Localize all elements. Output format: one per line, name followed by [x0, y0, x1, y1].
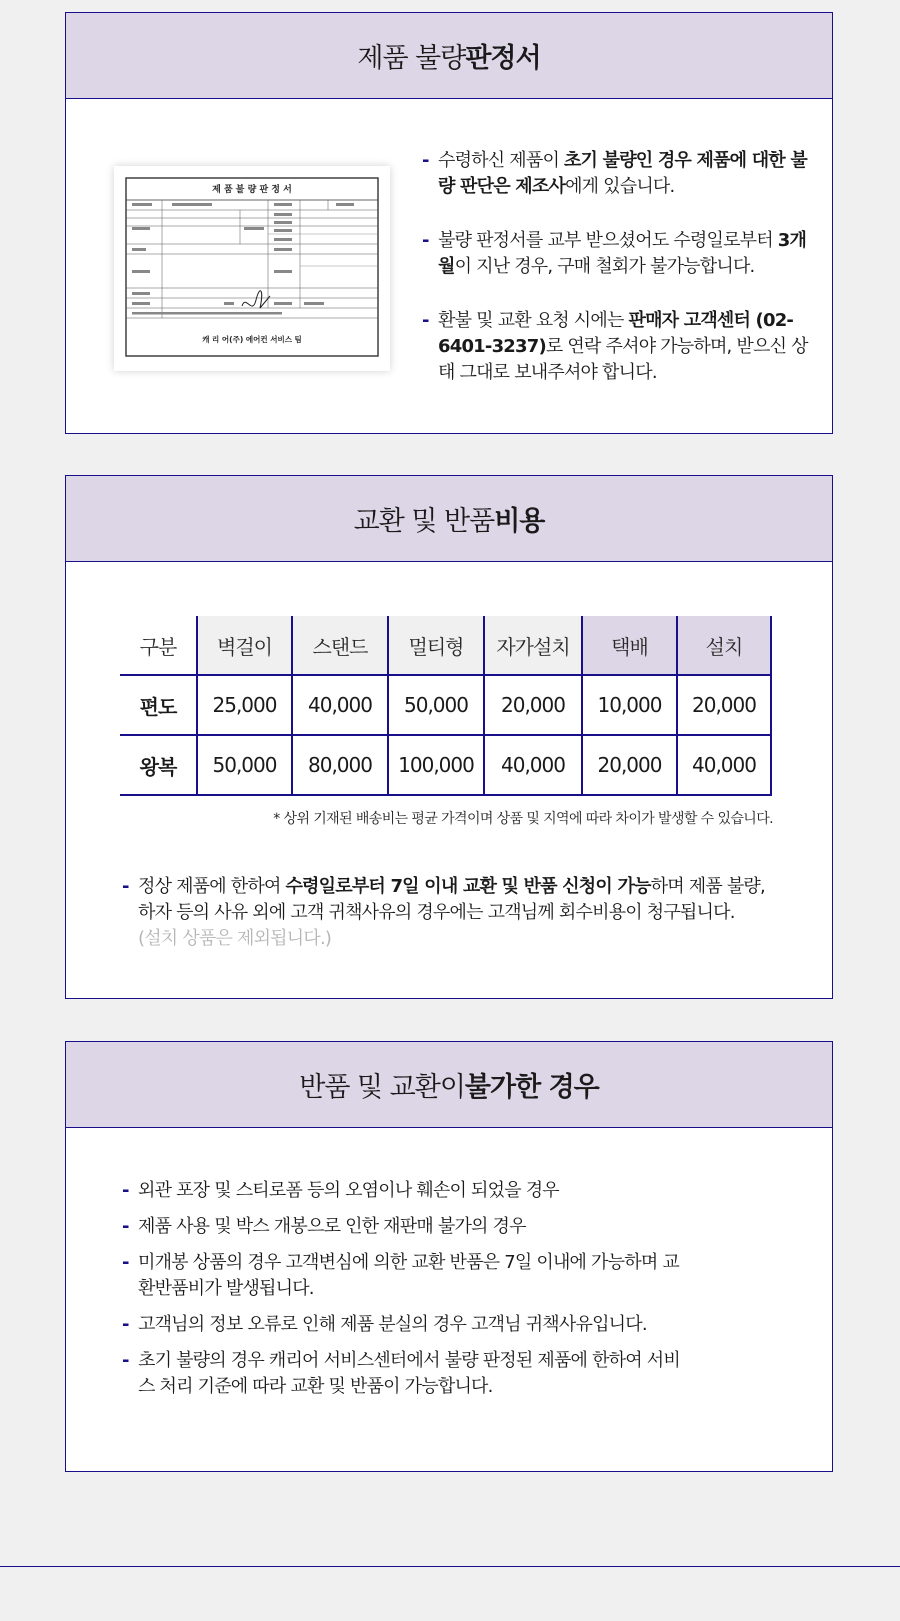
- title-bold: 불가한 경우: [464, 1072, 599, 1103]
- bullet-text: 정상 제품에 한하여: [138, 876, 286, 897]
- list-item: - 고객님의 정보 오류로 인해 제품 분실의 경우 고객님 귀책사유입니다.: [122, 1312, 682, 1338]
- table-cell: 50,000: [197, 735, 292, 795]
- panel-title: [66, 1042, 832, 1128]
- header-cell: 멀티형: [388, 616, 484, 675]
- title-bold: 비용: [494, 506, 545, 537]
- bullet-text: 환불 및 교환 요청 시에는: [438, 310, 629, 331]
- table-header-row: [120, 616, 771, 675]
- list-item: [122, 874, 782, 952]
- panel-title: [66, 13, 832, 99]
- title-bold: 판정서: [465, 43, 541, 74]
- list-item: [422, 228, 822, 280]
- exchange-return-cost-panel: [65, 475, 833, 999]
- table-cell: 40,000: [677, 735, 771, 795]
- bullet-text: 이 지난 경우, 구매 철회가 불가능합니다.: [454, 256, 755, 277]
- defect-judgment-panel: [65, 12, 833, 434]
- footer-divider: [0, 1566, 900, 1567]
- title-plain: 제품 불량: [357, 43, 466, 74]
- list-item: [422, 148, 822, 200]
- table-cell: 40,000: [292, 675, 388, 735]
- bullet-emphasis: 3개월: [438, 230, 807, 277]
- defect-judgment-document-image: [114, 166, 390, 371]
- header-cell: 택배: [582, 616, 677, 675]
- table-cell: 20,000: [484, 675, 582, 735]
- bullet-text: 불량 판정서를 교부 받으셨어도 수령일로부터: [438, 230, 778, 251]
- table-cell: 10,000: [582, 675, 677, 735]
- list-item: - 외관 포장 및 스티로폼 등의 오염이나 훼손이 되었을 경우: [122, 1178, 682, 1204]
- table-cell: 100,000: [388, 735, 484, 795]
- row-label: 편도: [120, 675, 197, 735]
- header-cell: 자가설치: [484, 616, 582, 675]
- cost-bullet-list: [122, 874, 782, 952]
- list-item: - 초기 불량의 경우 캐리어 서비스센터에서 불량 판정된 제품에 한하여 서비스 처리 기준에 따라 교환 및 반품이 가능합니다.: [122, 1348, 682, 1400]
- list-item: - 미개봉 상품의 경우 고객변심에 의한 교환 반품은 7일 이내에 가능하며 교환반품비가 발생됩니다.: [122, 1250, 682, 1302]
- list-item: [422, 308, 822, 386]
- cost-table: [120, 616, 772, 796]
- no-return-cases-panel: [65, 1041, 833, 1472]
- header-cell: 스탠드: [292, 616, 388, 675]
- header-cell: 구분: [120, 616, 197, 675]
- panel-title: [66, 476, 832, 562]
- table-cell: 50,000: [388, 675, 484, 735]
- bullet-emphasis: 수령일로부터 7일 이내 교환 및 반품 신청이 가능: [285, 876, 651, 897]
- bullet-emphasis: 판매자 고객센터 (02-6401-3237): [438, 310, 794, 357]
- header-cell: 벽걸이: [197, 616, 292, 675]
- list-item: - 제품 사용 및 박스 개봉으로 인한 재판매 불가의 경우: [122, 1214, 682, 1240]
- row-label: 왕복: [120, 735, 197, 795]
- bullet-emphasis: 초기 불량인 경우 제품에 대한 불량 판단은 제조사: [438, 150, 807, 197]
- table-row: [120, 735, 771, 795]
- table-cell: 25,000: [197, 675, 292, 735]
- shipping-cost-note: * 상위 기재된 배송비는 평균 가격이며 상품 및 지역에 따라 차이가 발생할 수 있습니다.: [273, 811, 773, 827]
- doc-footer: 캐 리 어(주) 에어컨 서비스 팀: [202, 335, 302, 344]
- title-plain: 반품 및 교환이: [299, 1072, 465, 1103]
- no-return-bullet-list: [122, 1178, 682, 1410]
- bullet-text: 로 연락 주셔야 가능하며, 받으신 상태 그대로 보내주셔야 합니다.: [438, 336, 808, 383]
- table-cell: 80,000: [292, 735, 388, 795]
- bullet-text: 에게 있습니다.: [565, 176, 675, 197]
- table-cell: 20,000: [582, 735, 677, 795]
- doc-title: 제 품 불 량 판 정 서: [212, 185, 292, 195]
- table-row: [120, 675, 771, 735]
- table-cell: 20,000: [677, 675, 771, 735]
- defect-bullet-list: [422, 148, 822, 414]
- bullet-text: 하며 제품 불량, 하자 등의 사유 외에 고객 귀책사유의 경우에는 고객님께 회수비용이 청구됩니다.: [138, 876, 765, 923]
- bullet-text: 수령하신 제품이: [438, 150, 564, 171]
- title-plain: 교환 및 반품: [353, 506, 495, 537]
- table-cell: 40,000: [484, 735, 582, 795]
- header-cell: 설치: [677, 616, 771, 675]
- exclusion-note: (설치 상품은 제외됩니다.): [138, 928, 332, 949]
